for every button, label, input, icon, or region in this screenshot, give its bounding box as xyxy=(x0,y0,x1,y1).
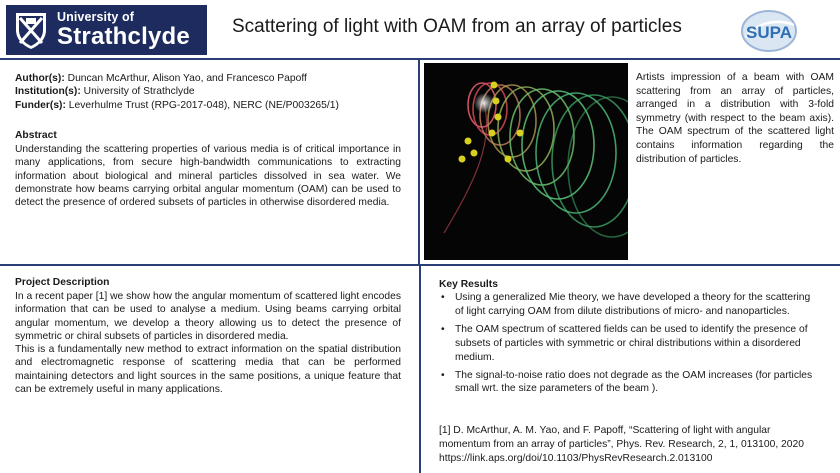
authors-value: Duncan McArthur, Alison Yao, and Francesco Papoff xyxy=(64,73,307,84)
funder-label: Funder(s): xyxy=(15,99,66,111)
abstract-heading: Abstract xyxy=(15,130,57,141)
supa-logo xyxy=(740,9,798,53)
result-item: • The OAM spectrum of scattered fields can be used to identify the presence of subsets of particles with symmetric or chiral distributions within a disordered medium. xyxy=(455,323,819,365)
project-heading: Project Description xyxy=(15,277,110,288)
authors-label: Author(s): xyxy=(15,73,65,84)
figure-caption: Artists impression of a beam with OAM scattering from an array of particles, arranged in a distribution with 3-fold symmetry (with respect to the beam axis). The OAM spectrum of the scattered light contains information regarding the distribution of particles. xyxy=(636,72,834,165)
author-info xyxy=(15,72,410,112)
reference: [1] D. McArthur, A. M. Yao, and F. Papoff, “Scattering of light with angular momentum from an array of particles”, Phys. Rev. Research, 2, 1, 013100, 2020 https://link.aps.org/doi/10.1103/PhysRevResearch.2.013100 xyxy=(439,425,804,464)
lower-vertical-divider xyxy=(419,266,421,473)
supa-logo-text: SUPA xyxy=(746,23,792,42)
result-item: • Using a generalized Mie theory, we have developed a theory for the scattering of light carrying OAM from dilute distributions of micro- and nanoparticles. xyxy=(455,291,819,319)
beam-artwork xyxy=(424,63,628,260)
institution-value: University of Strathclyde xyxy=(80,86,195,98)
results-heading: Key Results xyxy=(439,279,498,290)
university-name-line1: University of xyxy=(57,10,135,25)
oam-beam-illustration xyxy=(424,63,628,260)
header-divider xyxy=(0,58,840,60)
results-list xyxy=(439,291,819,396)
project-description xyxy=(15,290,401,396)
key-results xyxy=(439,291,819,400)
upper-vertical-divider xyxy=(418,60,420,264)
result-item: • The signal-to-noise ratio does not degrade as the OAM increases (for particles small wrt. the size parameters of the beam ). xyxy=(455,369,819,397)
institution-label: Institution(s): xyxy=(15,86,81,98)
poster-title: Scattering of light with OAM from an array of particles xyxy=(232,16,682,37)
abstract-text: Understanding the scattering properties of various media is of critical importance in many applications, from secure high-bandwidth communications to extracting information about biological and mineral particles dissolved in sea water. We demonstrate how beams carrying orbital angular momentum (OAM) can be used to detect the presence of ordered subsets of particles in otherwise disordered media. xyxy=(15,144,401,209)
project-paragraph-1: In a recent paper [1] we show how the angular momentum of scattered light encodes information that can be used to analyse a medium. Using beams carrying orbital angular momentum, we develop a theory allowing us to detect the presence of symmetric or chiral subsets of particles in disordered media. xyxy=(15,291,401,342)
university-name-line2: Strathclyde xyxy=(57,22,190,50)
university-logo xyxy=(6,5,207,55)
project-paragraph-2: This is a fundamentally new method to extract information on the spatial distribution and electromagnetic response of scattering media that can be performed maintaining detectors and light sources in the same positions, a unique feature that can be extremely useful in many applications. xyxy=(15,344,401,396)
funder-value: Leverhulme Trust (RPG-2017-048), NERC (NE/P003265/1) xyxy=(65,99,339,111)
crest-icon xyxy=(13,10,49,50)
